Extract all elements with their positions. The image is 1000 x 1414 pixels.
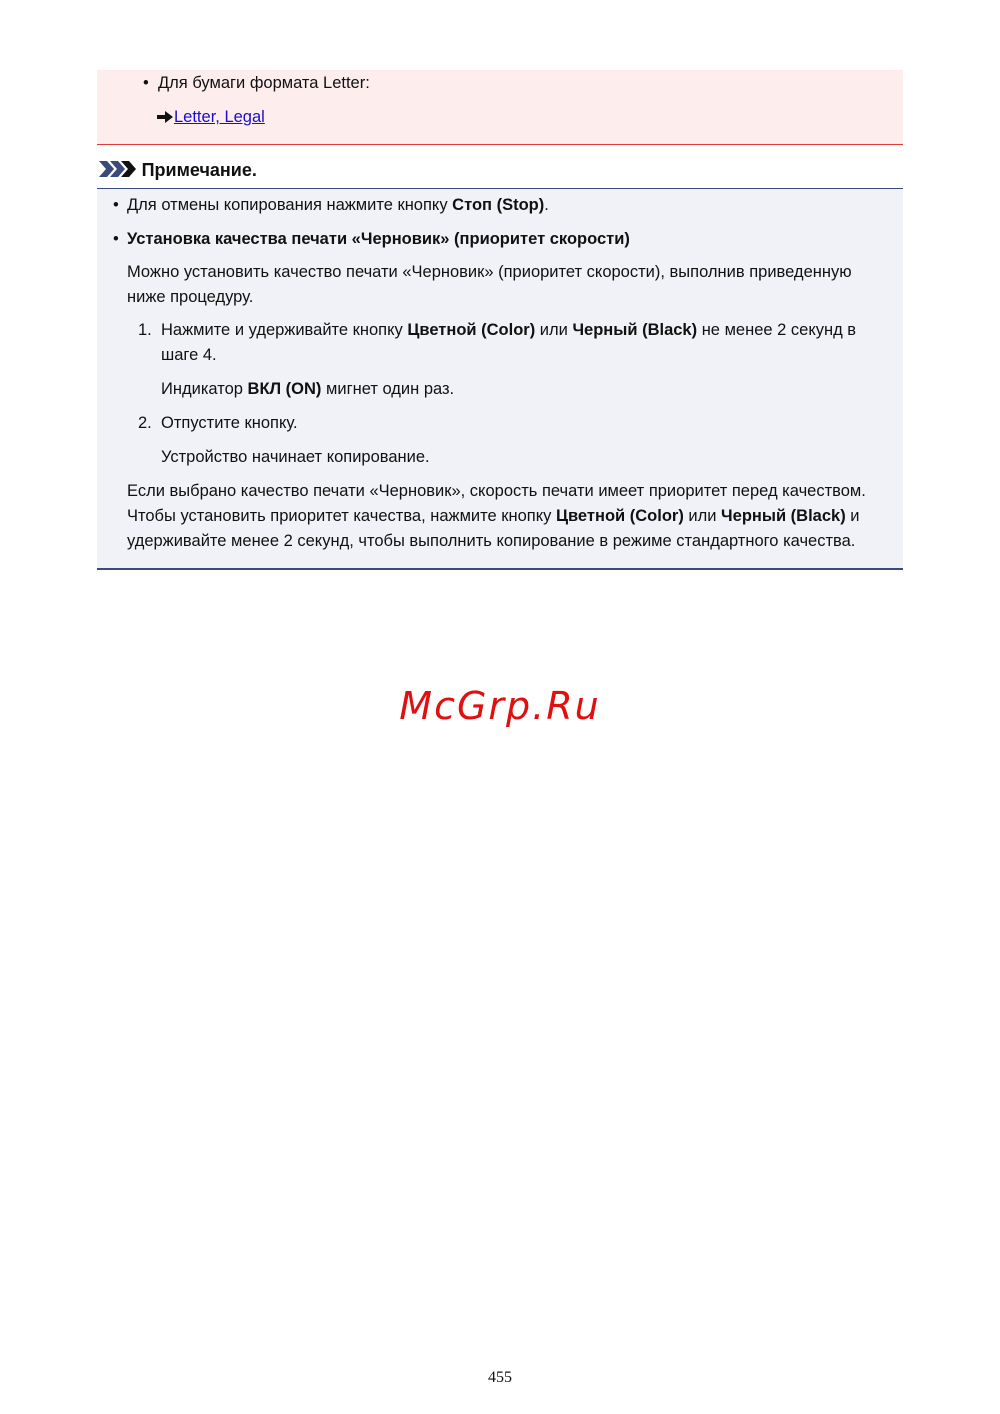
note-header	[99, 160, 257, 181]
para2-line3: удерживайте менее 2 секунд, чтобы выполнить копирование в режиме стандартного качества.	[127, 532, 856, 550]
color-button-label: Цветной (Color)	[407, 321, 536, 339]
stop-button-label: Стоп (Stop)	[452, 196, 545, 214]
letter-legal-link[interactable]: Letter, Legal	[174, 108, 265, 126]
draft-quality-heading: Установка качества печати «Черновик» (приоритет скорости)	[127, 230, 630, 248]
triple-chevron-icon	[99, 160, 137, 178]
step2-text: Отпустите кнопку.	[161, 414, 298, 432]
note-item-stop	[127, 196, 549, 215]
black-button-label: Черный (Black)	[721, 507, 846, 525]
step1-mid: или	[535, 321, 573, 339]
letter-legal-link-row[interactable]	[157, 108, 265, 127]
on-indicator-label: ВКЛ (ON)	[247, 380, 322, 398]
step1-post: не менее 2 секунд в	[697, 321, 857, 339]
bullet: •	[113, 196, 119, 214]
para2-line2-pre: Чтобы установить приоритет качества, нажмите кнопку	[127, 507, 556, 525]
step1-sub-pre: Индикатор	[161, 380, 248, 398]
color-button-label: Цветной (Color)	[555, 507, 684, 525]
right-arrow-icon	[157, 111, 173, 123]
step1-sub	[161, 380, 454, 399]
para2-line2-mid: или	[683, 507, 722, 525]
note-title: Примечание.	[141, 160, 257, 180]
page-number: 455	[488, 1369, 512, 1386]
para1-line1: Можно установить качество печати «Черновик» (приоритет скорости), выполнив приведенную	[127, 263, 852, 281]
bullet: •	[143, 74, 149, 92]
step2-sub: Устройство начинает копирование.	[161, 448, 430, 466]
para1-line2: ниже процедуру.	[127, 288, 254, 306]
step1-pre: Нажмите и удерживайте кнопку	[161, 321, 408, 339]
important-bullet-text: Для бумаги формата Letter:	[158, 74, 370, 92]
step2-number: 2.	[138, 414, 152, 432]
step1-text	[161, 321, 856, 340]
punctuation: .	[544, 196, 549, 214]
step1-sub-post: мигнет один раз.	[321, 380, 455, 398]
bullet: •	[113, 230, 119, 248]
note-item-stop-text: Для отмены копирования нажмите кнопку	[127, 196, 453, 214]
para2-line2	[127, 507, 860, 526]
para2-line2-post: и	[845, 507, 860, 525]
step1-line2: шаге 4.	[161, 346, 217, 364]
black-button-label: Черный (Black)	[572, 321, 698, 339]
watermark: McGrp.Ru	[399, 684, 601, 728]
step1-number: 1.	[138, 321, 152, 339]
para2-line1: Если выбрано качество печати «Черновик», скорость печати имеет приоритет перед качеством.	[127, 482, 866, 500]
